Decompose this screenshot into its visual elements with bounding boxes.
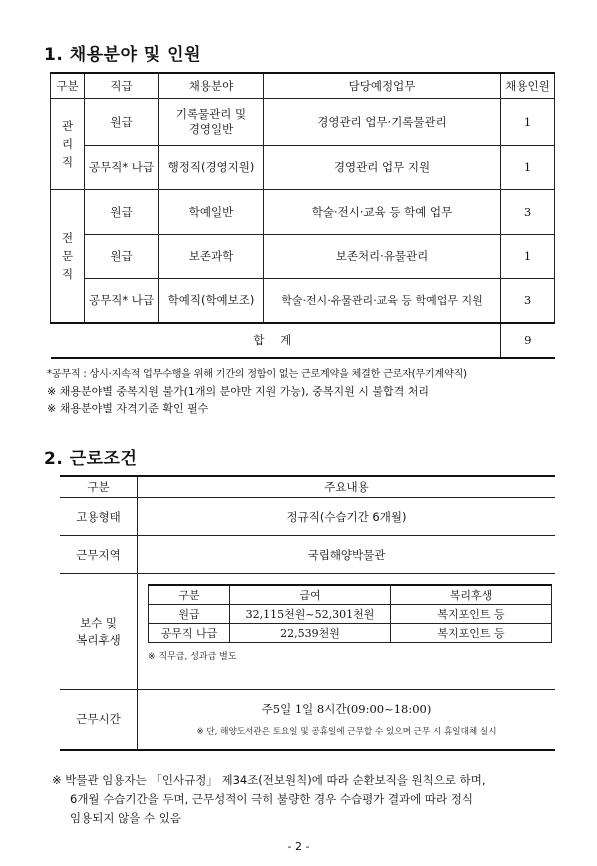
pay-note: ※ 직무급, 성과급 별도 — [148, 652, 237, 662]
row-duty: 보존처리·유물관리 — [264, 235, 501, 279]
col-header-grade: 직급 — [85, 73, 159, 99]
pay-benefit: 복지포인트 등 — [391, 605, 552, 624]
total-label: 합 계 — [51, 323, 501, 358]
row-count: 3 — [501, 279, 555, 323]
employment-label: 고용형태 — [60, 498, 138, 536]
row-duty: 경영관리 업무·기록물관리 — [264, 99, 501, 146]
page-number: - 2 - — [287, 840, 310, 853]
row-grade: 원급 — [85, 235, 159, 279]
location-label: 근무지역 — [60, 536, 138, 574]
col-header-field: 채용분야 — [159, 73, 264, 99]
col-header-count: 채용인원 — [501, 73, 555, 99]
note-line: *공무직 : 상시·지속적 업무수행을 위해 기간의 정함이 없는 근로계약을 체결한 근로자(무기계약직) — [47, 369, 467, 380]
row-field: 학예일반 — [159, 190, 264, 235]
location-value: 국립해양박물관 — [138, 536, 556, 574]
note-line: ※ 채용분야별 중복지원 불가(1개의 분야만 지원 가능), 중복지원 시 불합격 처리 — [47, 385, 430, 398]
employment-value: 정규직(수습기간 6개월) — [138, 498, 556, 536]
pay-grade: 원급 — [149, 605, 230, 624]
footnote-line: 6개월 수습기간을 두며, 근무성적이 극히 불량한 경우 수습평가 결과에 따라 정식 — [70, 792, 474, 806]
pay-col-header: 구분 — [149, 585, 230, 605]
section1-title: 1. 채용분야 및 인원 — [44, 45, 201, 65]
pay-grade: 공무직 나급 — [149, 624, 230, 643]
row-field: 보존과학 — [159, 235, 264, 279]
row-grade: 공무직* 나급 — [85, 146, 159, 190]
hours-label: 근무시간 — [60, 690, 138, 750]
group-label-specialist: 전 문 직 — [51, 190, 85, 323]
footnote-line: 임용되지 않을 수 있음 — [70, 811, 181, 825]
row-count: 1 — [501, 235, 555, 279]
footnote-line: ※ 박물관 임용자는 「인사규정」 제34조(전보원칙)에 따라 순환보직을 원칙으로 하며, — [52, 773, 486, 787]
pay-table — [148, 584, 552, 643]
header-content: 주요내용 — [138, 476, 556, 498]
pay-salary: 22,539천원 — [230, 624, 391, 643]
pay-salary: 32,115천원~52,301천원 — [230, 605, 391, 624]
row-grade: 공무직* 나급 — [85, 279, 159, 323]
row-count: 1 — [501, 99, 555, 146]
total-count: 9 — [501, 323, 555, 358]
section2-title: 2. 근로조건 — [44, 449, 138, 469]
header-category: 구분 — [60, 476, 138, 498]
col-header-duty: 담당예정업무 — [264, 73, 501, 99]
row-field: 행정직(경영지원) — [159, 146, 264, 190]
recruitment-table — [50, 72, 555, 359]
pay-col-header: 급여 — [230, 585, 391, 605]
pay-label: 보수 및 복리후생 — [60, 574, 138, 690]
row-count: 3 — [501, 190, 555, 235]
row-count: 1 — [501, 146, 555, 190]
hours-note: ※ 단, 해양도서관은 토요일 및 공휴일에 근무할 수 있으며 근무 시 휴일대체 실시 — [196, 727, 497, 738]
row-grade: 원급 — [85, 99, 159, 146]
working-conditions-table — [60, 475, 555, 751]
pay-col-header: 복리후생 — [391, 585, 552, 605]
hours-value: 주5일 1일 8시간(09:00~18:00) — [261, 702, 432, 717]
row-field: 학예직(학예보조) — [159, 279, 264, 323]
footnote — [52, 771, 486, 828]
pay-benefit: 복지포인트 등 — [391, 624, 552, 643]
note-line: ※ 채용분야별 자격기준 확인 필수 — [47, 402, 209, 415]
recruitment-notes — [47, 366, 467, 417]
row-duty: 학술·전시·유물관리·교육 등 학예업무 지원 — [264, 279, 501, 323]
row-duty: 경영관리 업무 지원 — [264, 146, 501, 190]
row-grade: 원급 — [85, 190, 159, 235]
col-header-category: 구분 — [51, 73, 85, 99]
row-duty: 학술·전시·교육 등 학예 업무 — [264, 190, 501, 235]
group-label-admin: 관 리 직 — [51, 99, 85, 190]
row-field: 기록물관리 및 경영일반 — [159, 99, 264, 146]
